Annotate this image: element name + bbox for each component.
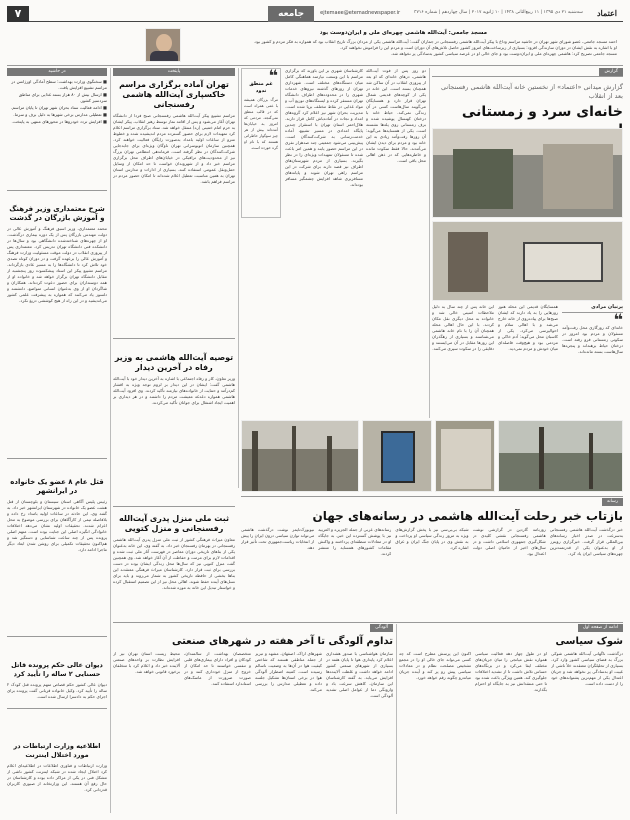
mid-text-1: خبر درگذشت آیت‌الله هاشمی رفسنجانی به‌سرعت در صدر اخبار رسانه‌های بین‌المللی قرار گرفت. خبرگزاری رویترز از او به‌عنوان یکی از قدرتمندترین چهره‌های سیاسی ایران یاد کرد. xyxy=(549,527,623,557)
world-media-story xyxy=(241,498,623,618)
political-shock-story xyxy=(399,624,623,814)
list-item: ■ سخنگوی وزارت بهداشت: سطح آمادگی اورژانس در مراسم تشییع افزایش یافت. xyxy=(11,79,107,91)
bottom2-text-3: متخصصان بهداشت از سالمندان، کودکان و افراد دارای بیماری‌های قلبی و تنفسی خواستند تا حد امکان از خروج از منزل خودداری کنند و در صورت ضرورت از ماسک‌های استاندارد استفاده کنند. xyxy=(184,651,251,687)
bottom1-tag: ادامه از صفحه اول xyxy=(578,624,623,632)
section-email[interactable]: ejtemaee@etemadnewspaper.ir xyxy=(320,10,401,17)
left-column xyxy=(7,68,107,813)
bottom2-text-4: محیط زیست استان تهران نیز از افزایش نظارت بر واحدهای صنعتی آلاینده خبر داد و اعلام کرد با متخلفان برخورد قانونی خواهد شد. xyxy=(113,651,180,675)
byline-box xyxy=(562,304,623,400)
list-item: ■ ادامه فعالیت ستاد بحران شهر تهران تا پایان مراسم. xyxy=(10,105,107,111)
left-text-1: محمد معتمداری، وزیر اسبق فرهنگ و آموزش عالی در دولت مهندس بازرگان پس از یک دوره بیماری درگذشت. او از چهره‌های شناخته‌شده دانشگاهی بود و سال‌ها در دانشکده فنی دانشگاه تهران تدریس کرد. معتمداری پس از پیروزی انقلاب در دولت موقت مسئولیت وزارت فرهنگ و آموزش عالی را برعهده گرفت و در دوران کوتاه تصدی خود تلاش کرد تا دانشگاه‌ها را به مسیر عادی بازگرداند. مراسم تشییع پیکر این استاد پیشکسوت روز پنجشنبه از مقابل دانشگاه تهران برگزار خواهد شد و خانواده او از همه دوستداران برای حضور دعوت کرده‌اند. همکاران و شاگردان او از وی به‌عنوان انسانی متواضع، دانشمند و دلسوز یاد می‌کنند که همواره به پیشرفت علمی کشور می‌اندیشید و در این راه از هیچ کوششی دریغ نکرد. xyxy=(7,226,107,304)
left-headline-1: شرح معتمداری وزیر فرهنگ و آموزش بازرگان در گذشت xyxy=(9,205,105,223)
editorial-band xyxy=(7,26,623,66)
bottom2-text-2: شهرهای اراک، اصفهان، مشهد و تبریز از جمله مناطقی هستند که شاخص کیفیت هوا در آن‌ها به وضعیت ناسالم رسیده است. کمیته اضطرار آلودگی هوا در برخی استان‌ها تشکیل جلسه داده و تعطیلی مدارس را بررسی می‌کند. xyxy=(255,651,322,693)
lead-story-tag: گزارش xyxy=(599,68,623,76)
mid-text-5: نیویورک‌تایمز نوشت درگذشت هاشمی می‌تواند توازن سیاسی درون ایران را پیش از انتخابات ریاست‌جمهوری تحت تأثیر قرار دهد. xyxy=(240,527,315,551)
door-photo xyxy=(362,420,432,492)
mid-text-4: رسانه‌های عربی از جمله الجزیره و العربیه نیز با پوشش گسترده این خبر، به جایگاه او در معادلات منطقه‌ای پرداختند و واکنش مقامات کشورهای همسایه را منتشر کردند. xyxy=(318,527,392,557)
section-title: جامعه xyxy=(268,6,314,22)
yard-photo xyxy=(241,420,359,492)
center-headline: تهران آماده برگزاری مراسم خاکسپاری آیت‌الله هاشمی رفسنجانی xyxy=(119,80,229,110)
center-text: مراسم تشییع پیکر آیت‌الله هاشمی رفسنجانی صبح فردا از دانشگاه تهران آغاز می‌شود و پس از اقامه نماز توسط رهبر انقلاب، پیکر ایشان به حرم امام خمینی (ره) منتقل خواهد شد. ستاد برگزاری مراسم اعلام کرد تمهیدات لازم برای حضور گسترده مردم اندیشیده شده و خطوط مترو از ساعات اولیه بامداد به‌صورت رایگان فعالیت خواهند کرد. همچنین سازمان اتوبوسرانی تهران ناوگان ویژه‌ای برای جابه‌جایی شرکت‌کنندگان در نظر گرفته است. فرماندهی انتظامی تهران بزرگ نیز از محدودیت‌های ترافیکی در خیابان‌های اطراف محل برگزاری مراسم خبر داد و از شهروندان خواست تا حد امکان از وسایل حمل‌ونقل عمومی استفاده کنند. بسیاری از ادارات و مدارس استان تهران به همین مناسبت تعطیل اعلام شده‌اند تا امکان حضور مردم در مراسم فراهم باشد. xyxy=(113,113,235,185)
right-news-column xyxy=(113,68,235,508)
left-headline-4: اطلاعیه وزارت ارتباطات در مورد اختلال اینترنت xyxy=(13,742,101,760)
bottom2-tag: آلودگی xyxy=(370,624,393,632)
lead-text-2: همسایگان قدیمی این محله هنوز روزهایی را به یاد دارند که ایشان صبح‌ها برای پیاده‌روی از خانه خارج می‌شد و با اهالی سلام و احوالپرسی می‌کرد. یکی از کاسبان محل می‌گوید: آدم خاکی و مردمی بود و هیچ‌وقت فاصله‌ای میان خودش و مردم نمی‌دید. xyxy=(498,304,558,351)
bottom1-text-1: درگذشت ناگهانی آیت‌الله هاشمی شوکی بزرگ به فضای سیاسی کشور وارد کرد. بسیاری از تحلیلگران معتقدند خلأ ناشی از غیبت او به‌سادگی پر نخواهد شد و جریان اعتدال یکی از مهم‌ترین پشتوانه‌های خود را از دست داده است. xyxy=(551,651,623,687)
story-text-col4: دو روز پس از فوت آیت‌الله هاشمی، درهای خانه‌ای که او بعد از پیروزی انقلاب در آن ساکن شد همچنان بسته است. این خانه در یکی از کوچه‌های قدیمی شمال تهران قرار دارد و همسایگان می‌گویند سال‌هاست کسی در آن زندگی نمی‌کند. حیاط خانه با درختان کهنسال پوشیده شده و برف زمستانی روی پله‌ها نشسته است. یکی از همسایه‌ها می‌گوید: آن روزها رفت‌وآمد زیادی به این خانه بود و مردم برای دیدن ایشان می‌آمدند. حالا فقط سکوت مانده و خاطره‌هایی که در ذهن اهالی محل باقی است. xyxy=(366,68,426,163)
left-text-4: وزارت ارتباطات و فناوری اطلاعات در اطلاعیه‌ای اعلام کرد اختلال ایجاد شده در شبکه اینترنت کشور ناشی از مشکل فنی در یکی از مراکز داده بوده و کارشناسان در حال رفع آن هستند. این وزارتخانه از صبوری کاربران قدردانی کرد. xyxy=(7,763,107,793)
left-text-2: رئیس پلیس آگاهی استان سیستان و بلوچستان از قتل هشت عضو یک خانواده در شهرستان ایرانشهر خبر داد. به گفته وی، این حادثه در ساعات اولیه بامداد رخ داده و بلافاصله تیمی از کارآگاهان برای بررسی موضوع به محل اعزام شدند. تحقیقات اولیه نشان می‌دهد اختلافات خانوادگی انگیزه اصلی این جنایت بوده است. متهم اصلی پرونده پس از چند ساعت شناسایی و دستگیر شد و هم‌اکنون تحقیقات تکمیلی برای روشن شدن ابعاد دیگر ماجرا ادامه دارد. xyxy=(7,499,107,553)
brand-logo: اعتماد xyxy=(596,8,617,19)
pollution-text-columns xyxy=(113,651,393,811)
mid-headline: بازتاب خبر رحلت آیت‌الله هاشمی در رسانه‌های جهان xyxy=(312,509,623,524)
mid-story-tag: رسانه xyxy=(602,498,623,506)
sidebar-title: غم منطق ندود xyxy=(249,81,273,94)
lead-headline: خانه‌ای سرد و زمستانی xyxy=(461,103,623,120)
sidebar-text: مرگ بزرگان همیشه با غمی همراه است که در قالب منطق نمی‌گنجد. مردمی که امروز به خیابان‌ها آمده‌اند بیش از هر چیز سوگوار خاطراتی هستند که با نام او گره خورده است. xyxy=(244,96,278,150)
quote-icon: ❝ xyxy=(613,309,623,329)
mid-text-3: شبکه بی‌بی‌سی نیز با پخش گزارش‌های ویژه به مرور زندگی سیاسی او پرداخت و به نقش وی در پایان جنگ ایران و عراق اشاره کرد. xyxy=(395,527,469,551)
list-item: ■ افزایش تردد خودروها در محورهای منتهی به پایتخت. xyxy=(11,119,107,125)
left-headline-3: دیوان عالی حکم پرونده قاتل حسنایی ۲ ساله را تأیید کرد xyxy=(11,661,103,679)
lead-intro: خانه‌ای که روزگاری محل رفت‌وآمد مسئولان و مردم بود امروز در سکوتی زمستانی فرو رفته است. درختان حیاط برهنه‌اند و پنجره‌ها سال‌هاست بسته مانده‌اند. xyxy=(562,324,623,354)
dateline: سه‌شنبه ۲۱ دی ۱۳۹۵ | ۱۱ ربیع‌الثانی ۱۴۳۸ | ۱۰ ژانویه ۲۰۱۷ | سال چهاردهم | شماره ۳۷۱۶ xyxy=(414,10,583,16)
sidebar-box xyxy=(241,68,281,218)
mid-text-columns xyxy=(241,527,623,622)
editorial-text: احمد مسجد جامعی، عضو شورای شهر تهران در حاشیه مراسم وداع با پیکر آیت‌الله هاشمی رفسنجانی در جماران گفت: آیت‌الله هاشمی یکی از مردان بزرگ تاریخ انقلاب بود که همواره به فکر مردم و کشور بود. او با اشاره به نقش ایشان در دوران سازندگی افزود: بسیاری از زیرساخت‌های امروز کشور حاصل تلاش‌های آن دوران است و مردم این را فراموش نخواهند کرد. مسجد جامعی تصریح کرد: هاشمی چهره‌ای ملی و ایران‌دوست بود و جای خالی او در عرصه سیاسی کشور به‌سادگی پر نخواهد شد. xyxy=(253,39,617,56)
byline: پرنیان مرادی xyxy=(562,304,623,313)
page-number: ۷ xyxy=(7,6,29,22)
center-body-text: کارشناسان شهری بر این باورند که برگزاری مراسم با این وسعت نیازمند هماهنگی کامل میان دستگاه‌های مختلف است. شهرداری تهران از روزهای گذشته نیروهای خدمات شهری را در محدوده‌های اطراف دانشگاه تهران مستقر کرده و ایستگاه‌های توزیع آب و مواد غذایی در نقاط مختلف برپا شده است. مدیریت بحران شهر نیز اعلام کرد گروه‌های امداد و نجات در آماده‌باش کامل قرار دارند. هلال‌احمر استان تهران با استقرار چندین پایگاه امدادی در مسیر تشییع، آماده خدمت‌رسانی به شرکت‌کنندگان است. پیش‌بینی می‌شود جمعیتی چند صدهزار نفری در این مراسم حضور یابند و همین امر باعث شده تا مسئولان تمهیدات ویژه‌ای را در نظر بگیرند. بسیاری از مردم شهرستان‌های اطراف نیز قصد دارند برای شرکت در این مراسم راهی تهران شوند و پایانه‌های مسافربری شاهد افزایش چشمگیر مسافر بوده‌اند. xyxy=(285,68,363,187)
facade-photo xyxy=(432,221,623,301)
bottom1-text-2: او در طول چهار دهه فعالیت سیاسی همواره نقش میانجی را میان جریان‌های مختلف ایفا می‌کرد و در بزنگاه‌های حساس تلاش داشت تا از تشدید اختلافات جلوگیری کند. همین ویژگی باعث شده بود تا حتی منتقدانش نیز به جایگاه او احترام بگذارند. xyxy=(475,651,547,693)
right-headline-1: توصیه آیت‌الله هاشمی به وزیر رفاه در آخرین دیدار xyxy=(114,353,234,373)
tree-photo xyxy=(498,420,623,492)
portrait-photo xyxy=(145,28,181,62)
center-column-tag: پایتخت xyxy=(113,68,235,76)
building-photo xyxy=(435,420,495,492)
lead-story xyxy=(432,68,623,418)
quote-icon: ❝ xyxy=(268,66,278,85)
right-text-2: معاون میراث فرهنگی کشور از ثبت ملی منزل پدری آیت‌الله هاشمی رفسنجانی در بهرمان رفسنجان خبر داد. به گفته وی، این خانه به‌عنوان یکی از بناهای تاریخی دوران معاصر در فهرست آثار ملی ثبت شده و اقدامات لازم برای مرمت و حفاظت از آن آغاز خواهد شد. وی همچنین گفت منزل کتویی نیز که سال‌ها محل زندگی ایشان بوده در دست بررسی برای ثبت قرار دارد. کارشناسان میراث فرهنگی معتقدند این بناها بخشی از حافظه تاریخی کشور به شمار می‌روند و باید برای نسل‌های آینده حفظ شوند. اهالی محل نیز از این تصمیم استقبال کرده و خواستار تبدیل این خانه به موزه شده‌اند. xyxy=(113,537,235,590)
masthead xyxy=(7,6,623,22)
shock-text-columns xyxy=(399,651,623,811)
right-headline-2: ثبت ملی منزل پدری آیت‌الله رفسنجانی و منزل کتویی xyxy=(119,514,229,533)
editorial-title: مسجد جامعی: آیت‌الله هاشمی چهره‌ای ملی و ایران‌دوست بود xyxy=(319,30,487,36)
left-text-3: دیوان عالی کشور حکم قصاص متهم پرونده قتل کودک ۲ ساله را تأیید کرد. وکیل خانواده قربانی گفت پرونده برای اجرای حکم به دادسرا ارسال شده است. xyxy=(7,682,107,700)
bottom2-text-1: سازمان هواشناسی با صدور هشداری اعلام کرد پایداری هوا تا پایان هفته در بسیاری از شهرهای صنعتی کشور ادامه خواهد داشت و غلظت آلاینده‌ها افزایش می‌یابد. به گفته کارشناسان این سازمان، کاهش سرعت باد و وارونگی دما از عوامل اصلی تشدید آلودگی است. xyxy=(326,651,393,699)
left-column-tag: در حاشیه xyxy=(7,68,107,76)
list-item: ■ تعطیلی مدارس برخی شهرها به دلیل برف و سرما. xyxy=(13,112,107,118)
lead-text-3: این خانه پس از چند سال به دلیل ملاحظات امنیتی خالی شد و خانواده به محل دیگری نقل مکان کردند. با این حال اهالی محله همچنان آن را با نام خانه هاشمی می‌شناسند و بسیاری از رهگذران این روزها مقابل در آن می‌ایستند و دقایقی را در سکوت سپری می‌کنند. xyxy=(432,304,494,351)
news-bullets xyxy=(7,79,107,197)
center-column xyxy=(241,68,363,418)
bottom1-text-3: اکنون این پرسش مطرح است که چه کسی می‌تواند جای خالی او را در مجمع تشخیص مصلحت نظام و در معادلات سیاسی پیش رو پر کند و آینده جریان میانه‌رو چگونه رقم خواهد خورد. xyxy=(399,651,471,681)
mid-text-2: روزنامه گاردین در گزارشی نوشت هاشمی رفسنجانی نقشی کلیدی در شکل‌گیری جمهوری اسلامی داشت و در سال‌های اخیر از حامیان اصلی دولت اعتدال بود. xyxy=(472,527,546,557)
lead-kicker: گزارش میدانی «اعتماد» از نخستین خانه آیت‌الله هاشمی رفسنجانی بعد از انقلاب xyxy=(441,83,623,100)
left-headline-2: قتل عام ۸ عضو یک خانواده در ایرانشهر xyxy=(10,478,104,496)
bottom1-headline: شوک سیاسی xyxy=(555,636,623,648)
courtyard-photo xyxy=(432,128,623,218)
right-text-1: وزیر تعاون، کار و رفاه اجتماعی با اشاره به آخرین دیدار خود با آیت‌الله هاشمی گفت: ایشان در این دیدار بر لزوم توجه ویژه به اقشار کم‌درآمد و حمایت از خانواده‌های نیازمند تأکید کردند. وی افزود آیت‌الله هاشمی همواره دغدغه معیشت مردم را داشتند و در هر دیداری بر اهمیت ایجاد اشتغال برای جوانان تأکید می‌کردند. xyxy=(113,376,235,406)
list-item: ■ ارسال بیش از ۸۰ هزار بسته غذایی برای مناطق سردسیر کشور. xyxy=(18,92,107,104)
bottom2-headline: تداوم آلودگی تا آخر هفته در شهرهای صنعتی xyxy=(171,636,393,648)
pollution-story xyxy=(113,624,393,814)
